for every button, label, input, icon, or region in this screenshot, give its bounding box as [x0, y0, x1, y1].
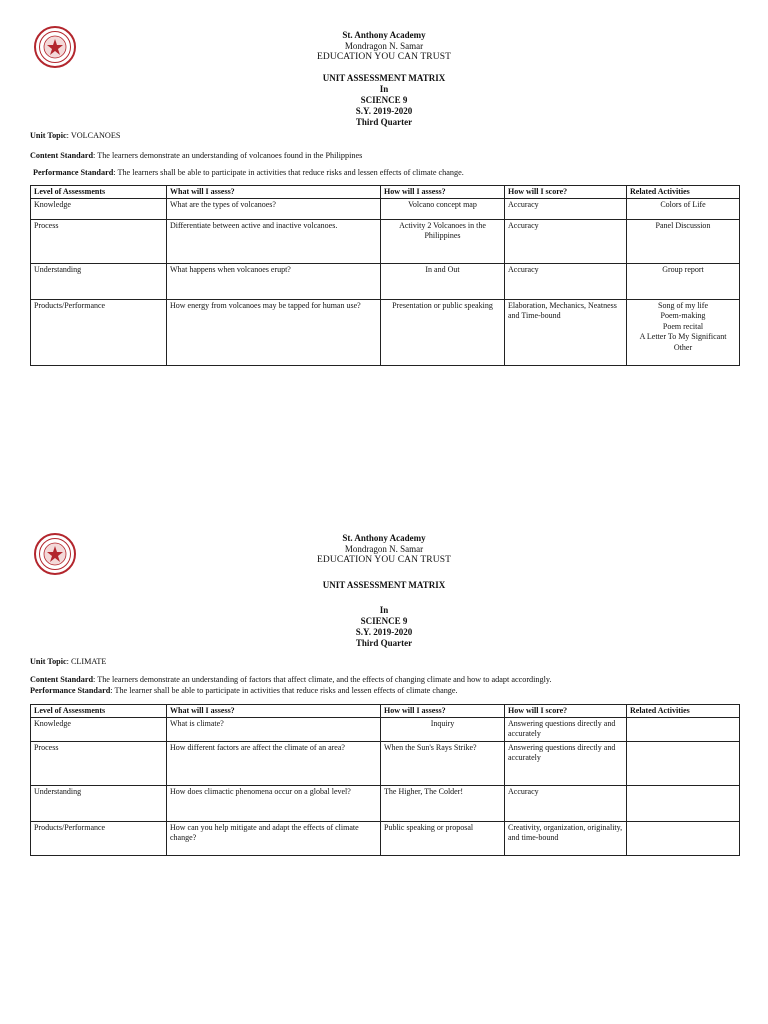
assessment-matrix-table — [30, 704, 740, 856]
table-row: Understanding How does climactic phenomena occur on a global level? The Higher, The Colder! Accuracy — [31, 785, 740, 821]
table-row: Process Differentiate between active and inactive volcanoes. Activity 2 Volcanoes in the Philippines Accuracy Panel Discussion — [31, 219, 740, 263]
school-address: Mondragon N. Samar — [344, 544, 424, 554]
subject: SCIENCE 9 — [360, 95, 408, 105]
content-standard: Content Standard: The learners demonstrate an understanding of factors that affect climate, and the effects of changing climate and how to adapt accordingly. — [30, 675, 552, 684]
school-year: S.Y. 2019-2020 — [355, 106, 413, 116]
performance-standard: Performance Standard: The learners shall be able to participate in activities that reduce risks and lessen effects of climate change. — [33, 168, 464, 177]
quarter: Third Quarter — [355, 638, 413, 648]
school-motto: EDUCATION YOU CAN TRUST — [317, 555, 451, 565]
table-row: Products/Performance How energy from volcanoes may be tapped for human use? Presentation or public speaking Elaboration, Mechanics, Neatness and Time-bound Song of my life Poem-making Poem recital A Letter To My Significant Other — [31, 299, 740, 365]
table-row: Understanding What happens when volcanoes erupt? In and Out Accuracy Group report — [31, 263, 740, 299]
document-header — [0, 533, 768, 649]
table-row: Knowledge What are the types of volcanoes? Volcano concept map Accuracy Colors of Life — [31, 198, 740, 219]
document-in: In — [379, 605, 389, 615]
table-header-row: Level of Assessments What will I assess? How will I assess? How will I score? Related Activities — [31, 186, 740, 199]
quarter: Third Quarter — [355, 117, 413, 127]
document-title: UNIT ASSESSMENT MATRIX — [322, 580, 446, 590]
school-name: St. Anthony Academy — [342, 30, 426, 40]
table-row: Process How different factors are affect the climate of an area? When the Sun's Rays Strike? Answering questions directly and accurately — [31, 741, 740, 785]
school-year: S.Y. 2019-2020 — [355, 627, 413, 637]
unit-topic: Unit Topic: CLIMATE — [30, 657, 107, 666]
document-header — [0, 30, 768, 128]
performance-standard: Performance Standard: The learner shall be able to participate in activities that reduce risks and lessen effects of climate change. — [30, 686, 458, 695]
subject: SCIENCE 9 — [360, 616, 408, 626]
school-address: Mondragon N. Samar — [344, 41, 424, 51]
table-row: Products/Performance How can you help mitigate and adapt the effects of climate change? Public speaking or proposal Creativity, organization, originality, and time-bound — [31, 821, 740, 855]
table-header-row: Level of Assessments What will I assess? How will I assess? How will I score? Related Activities — [31, 705, 740, 718]
assessment-matrix-table — [30, 185, 740, 366]
school-motto: EDUCATION YOU CAN TRUST — [317, 52, 451, 62]
unit-topic: Unit Topic: VOLCANOES — [30, 131, 121, 140]
school-name: St. Anthony Academy — [342, 533, 426, 543]
table-row: Knowledge What is climate? Inquiry Answering questions directly and accurately — [31, 717, 740, 741]
document-in: In — [379, 84, 389, 94]
content-standard: Content Standard: The learners demonstrate an understanding of volcanoes found in the Philippines — [30, 151, 363, 160]
document-title: UNIT ASSESSMENT MATRIX — [322, 73, 446, 83]
